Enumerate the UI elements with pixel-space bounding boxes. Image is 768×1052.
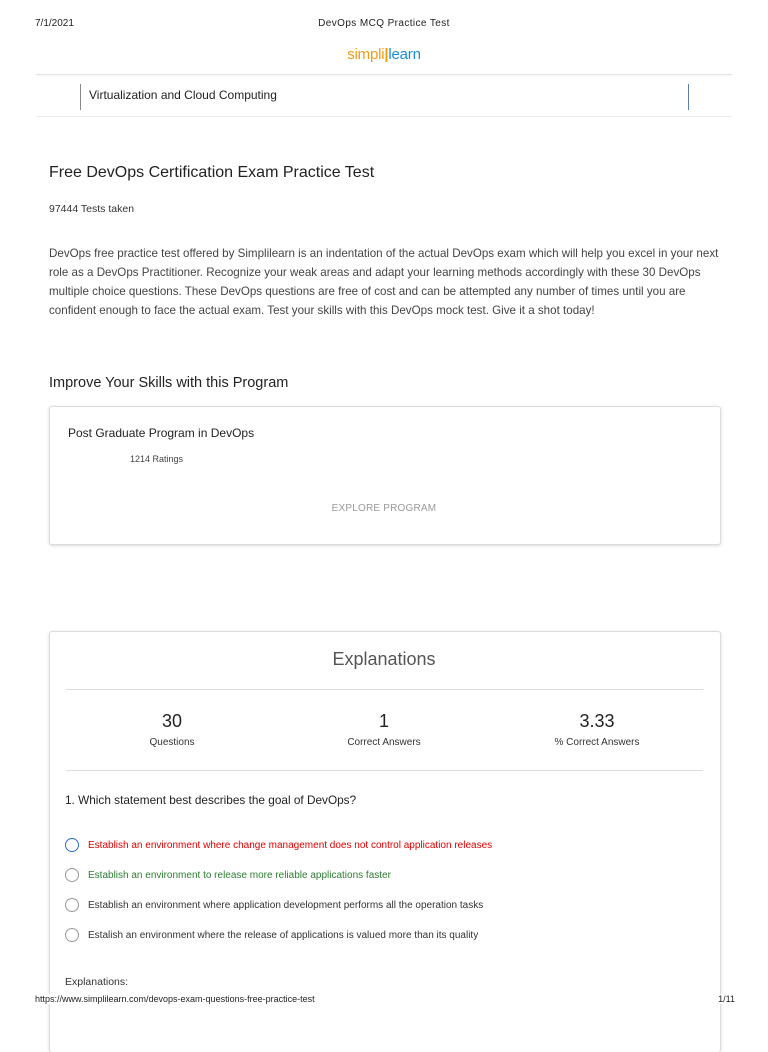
answer-option-label: Estalish an environment where the release of applications is valued more than its quality	[88, 929, 479, 941]
print-page-number: 1/11	[718, 994, 735, 1004]
answer-option-label: Establish an environment where application development performs all the operation tasks	[88, 899, 484, 911]
print-url: https://www.simplilearn.com/devops-exam-questions-free-practice-test	[35, 994, 315, 1004]
nav-separator-right	[688, 84, 689, 110]
stat-questions-value: 30	[161, 711, 183, 731]
explore-program-button[interactable]: EXPLORE PROGRAM	[331, 503, 437, 514]
logo-text-part1: simpli	[347, 46, 385, 63]
print-page-title: DevOps MCQ Practice Test	[318, 18, 450, 29]
nav-divider	[36, 116, 732, 117]
program-ratings: 1214 Ratings	[130, 454, 184, 464]
stat-questions-label: Questions	[149, 737, 195, 748]
nav-separator-left	[80, 84, 81, 110]
nav-item-virtualization[interactable]: Virtualization and Cloud Computing	[89, 88, 277, 102]
radio-icon[interactable]	[65, 868, 79, 882]
radio-icon[interactable]	[65, 898, 79, 912]
explanations-divider-bottom	[66, 770, 703, 771]
header-divider	[36, 74, 732, 75]
radio-icon[interactable]	[65, 928, 79, 942]
answer-option[interactable]	[65, 897, 483, 913]
test-description: DevOps free practice test offered by Simplilearn is an indentation of the actual DevOps exam which will help you excel in your next role as a DevOps Practitioner. Recognize your weak areas and adapt your learning methods accordingly with these 30 DevOps multiple choice questions. These DevOps questions are free of cost and can be attempted any number of times until you are confident enough to face the actual exam. Test your skills with this DevOps mock test. Give it a shot today!	[49, 247, 719, 317]
radio-selected-icon[interactable]	[65, 838, 79, 852]
answer-option-label: Establish an environment to release more reliable applications faster	[88, 869, 391, 881]
explanations-title: Explanations	[332, 649, 436, 669]
page-title: Free DevOps Certification Exam Practice Test	[49, 164, 375, 181]
logo-divider: |	[384, 46, 389, 63]
print-date: 7/1/2021	[35, 18, 74, 29]
stat-correct-value: 1	[378, 711, 389, 731]
explanations-divider-top	[66, 689, 703, 690]
answer-option[interactable]	[65, 867, 391, 883]
stat-percent-value: 3.33	[579, 711, 615, 731]
question-text: 1. Which statement best describes the goal of DevOps?	[65, 793, 357, 807]
stat-percent-label: % Correct Answers	[554, 737, 640, 748]
improve-skills-heading: Improve Your Skills with this Program	[49, 375, 289, 391]
simplilearn-logo[interactable]	[0, 46, 768, 63]
answer-option-label: Establish an environment where change management does not control application releases	[88, 839, 493, 851]
program-name[interactable]: Post Graduate Program in DevOps	[68, 426, 255, 440]
explanations-label: Explanations:	[65, 976, 129, 988]
logo-text-part2: learn	[388, 46, 421, 63]
stat-correct-label: Correct Answers	[347, 737, 421, 748]
tests-taken-count: 97444 Tests taken	[49, 203, 135, 215]
answer-option[interactable]	[65, 927, 478, 943]
answer-option[interactable]	[65, 837, 492, 853]
